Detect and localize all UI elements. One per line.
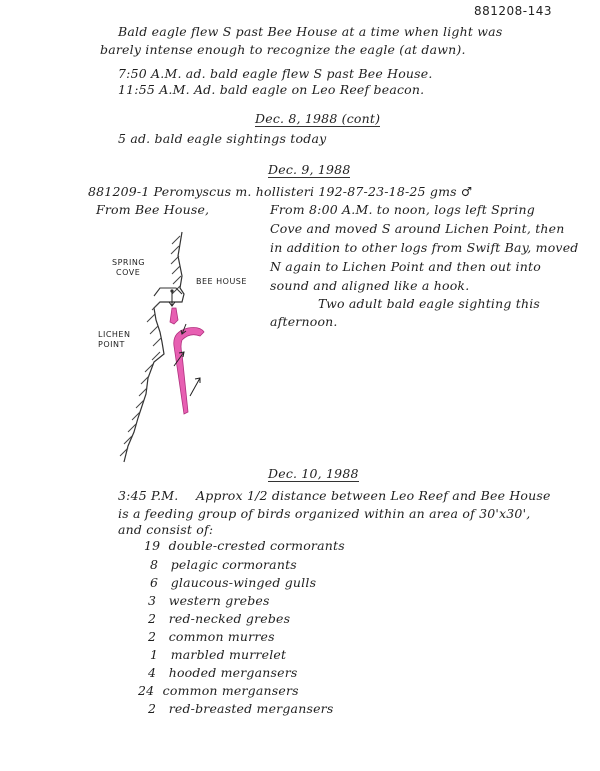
bird-list-item: 4 hooded mergansers	[148, 665, 298, 680]
dec8-heading: Dec. 8, 1988 (cont)	[255, 111, 381, 126]
dec10-line-3: and consist of:	[118, 522, 214, 537]
dec9-paragraph-line-5: sound and aligned like a hook.	[270, 278, 470, 293]
dec10-line-2: is a feeding group of birds organized within an area of 30'x30',	[118, 506, 531, 521]
bee-house-point	[154, 288, 182, 296]
bird-list-item: 24 common mergansers	[138, 683, 299, 698]
intro-line-2: barely intense enough to recognize the eagle (at dawn).	[100, 42, 466, 57]
dec10-line-1: Approx 1/2 distance between Leo Reef and Bee House	[196, 488, 551, 503]
map-label-spring-cove: SPRING COVE	[112, 258, 146, 277]
dec10-time: 3:45 P.M.	[118, 488, 179, 503]
dec9-from-bee-house: From Bee House,	[96, 202, 210, 217]
bird-list-item: 6 glaucous-winged gulls	[150, 575, 317, 590]
bird-list-item: 1 marbled murrelet	[150, 647, 287, 662]
dec9-paragraph-line-7: afternoon.	[270, 314, 338, 329]
bird-list-item: 19 double-crested cormorants	[144, 538, 345, 553]
bird-list-item: 8 pelagic cormorants	[150, 557, 297, 572]
bird-list-item: 2 common murres	[148, 629, 275, 644]
dec9-paragraph-line-1: From 8:00 A.M. to noon, logs left Spring	[270, 202, 535, 217]
log-group-lichen-hook	[174, 328, 204, 415]
dec9-heading: Dec. 9, 1988	[268, 162, 351, 177]
dec9-paragraph-line-3: in addition to other logs from Swift Bay, moved	[270, 240, 579, 255]
dec9-paragraph-line-6: Two adult bald eagle sighting this	[318, 296, 541, 311]
intro-line-4: 11:55 A.M. Ad. bald eagle on Leo Reef beacon.	[118, 82, 425, 97]
dec9-paragraph-line-2: Cove and moved S around Lichen Point, then	[270, 221, 565, 236]
dec8-line-1: 5 ad. bald eagle sightings today	[118, 131, 327, 146]
bird-list-item: 2 red-necked grebes	[148, 611, 291, 626]
map-label-bee-house: BEE HOUSE	[196, 277, 247, 286]
map-label-lichen-point: LICHEN POINT	[98, 330, 131, 349]
intro-line-1: Bald eagle flew S past Bee House at a time when light was	[118, 24, 503, 39]
log-group-spring-cove	[170, 308, 178, 324]
page-code: 881208-143	[474, 4, 553, 18]
bird-list-item: 3 western grebes	[148, 593, 270, 608]
dec10-heading: Dec. 10, 1988	[268, 466, 359, 481]
intro-line-3: 7:50 A.M. ad. bald eagle flew S past Bee House.	[118, 66, 433, 81]
bird-list-item: 2 red-breasted mergansers	[148, 701, 334, 716]
dec9-specimen-line: 881209-1 Peromyscus m. hollisteri 192-87-23-18-25 gms ♂	[88, 184, 473, 199]
dec9-paragraph-line-4: N again to Lichen Point and then out into	[270, 259, 541, 274]
